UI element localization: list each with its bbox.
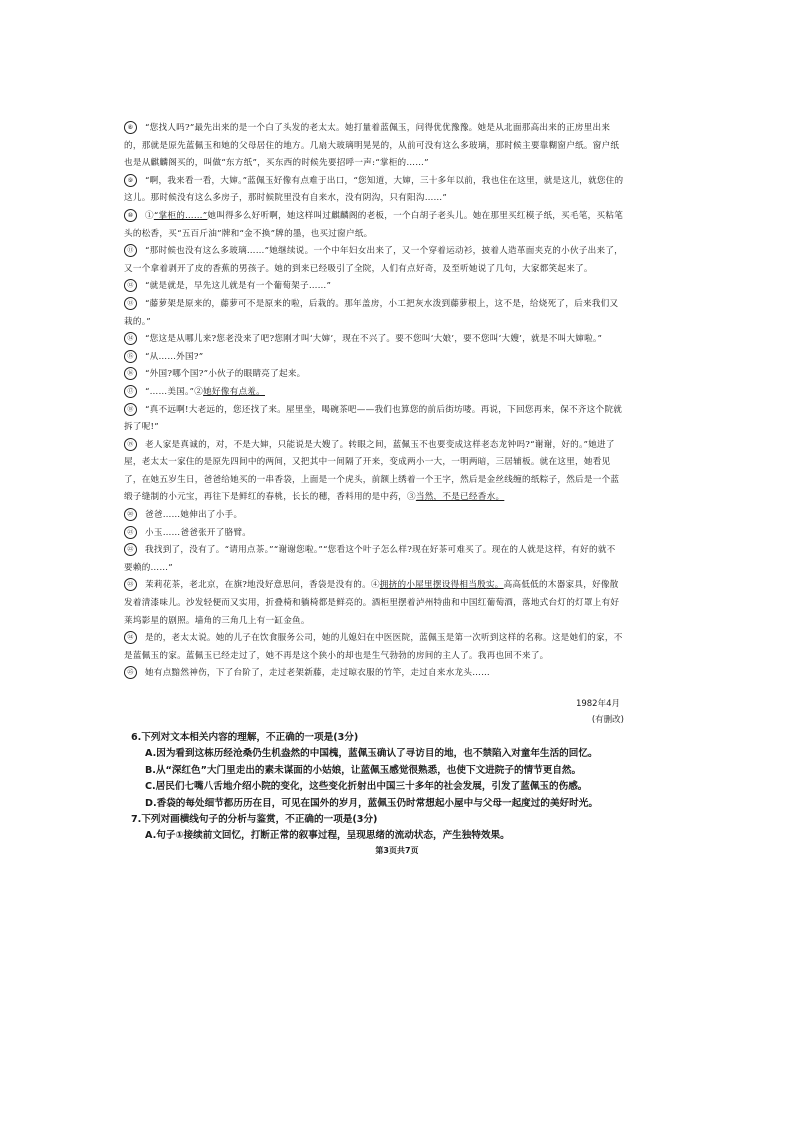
paragraph-number: ⑳: [124, 508, 137, 521]
paragraph-text: “藤萝架是原来的，藤萝可不是原来的啦，后栽的。那年盖房，小工把灰水泼到藤萝根上，这不是，给烧死了，后来我们又栽的。”: [124, 298, 619, 327]
passage-paragraph: [124, 402, 624, 437]
paragraph-text: 小玉……爸爸张开了胳臂。: [145, 527, 252, 538]
passage-paragraph: [124, 665, 624, 683]
paragraph-number: ㉑: [124, 526, 137, 539]
paragraph-text: “那时候也没有这么多玻璃……”她继续说。一个中年妇女出来了，又一个穿着运动衫，披着人造革面夹克的小伙子出来了，又一个拿着剥开了皮的香蕉的男孩子。她的到来已经吸引了全院，人们有点好奇，及至听她说了几句，大家都笑起来了。: [124, 246, 624, 274]
paragraph-number: ㉔: [124, 631, 137, 644]
passage-paragraph: [124, 542, 624, 577]
passage-paragraph: [124, 331, 624, 349]
paragraph-number: ⑯: [124, 367, 137, 380]
questions-section: [131, 730, 651, 845]
paragraph-text: 爸爸……她伸出了小手。: [145, 510, 243, 521]
paragraph-number: ⑬: [124, 297, 137, 310]
passage-paragraph: [124, 577, 624, 630]
passage-note: (有删改): [591, 715, 624, 725]
paragraph-number: ⑲: [124, 438, 137, 451]
paragraph-text: “外国?哪个国?”小伙子的眼睛亮了起来。: [145, 369, 306, 380]
paragraph-number: ⑮: [124, 350, 137, 363]
question-7-title: 7.下列对画横线句子的分析与鉴赏，不正确的一项是(3分): [131, 814, 378, 826]
paragraph-number: ㉓: [124, 578, 137, 591]
paragraph-text: 她叫得多么好听啊，她这样叫过麒麟阁的老板，一个白胡子老头儿。她在那里买红模子纸，买毛笔，买粘笔头的松香，买“五百斤油”牌和“金不换”牌的墨，也买过窗户纸。: [124, 210, 624, 239]
paragraph-text: 她有点黯然神伤，下了台阶了，走过老架新藤，走过晾衣服的竹竿，走过自来水龙头……: [145, 668, 490, 679]
passage-date: 1982年4月: [575, 699, 620, 709]
paragraph-text: “您找人吗?”最先出来的是一个白了头发的老太太。她打量着蓝佩玉，问得优优豫豫。她是从北面那高出来的正房里出来的，那就是原先蓝佩玉和她的父母居住的地方。几扇大玻璃明晃晃的，从前可没有这么多玻璃，那时候主要靠糊窗户纸。窗户纸也是从麒麟阁买的，叫做“东方纸”，买东西的时候先要招呼一声:“掌柜的……”: [124, 123, 620, 169]
passage-paragraph: [124, 384, 624, 402]
paragraph-number: ⑱: [124, 403, 137, 416]
paragraph-number: ⑫: [124, 279, 137, 292]
passage-paragraph: [124, 208, 624, 243]
passage-paragraph: [124, 296, 624, 331]
passage-paragraph: [124, 349, 624, 367]
paragraph-text: 高高低低的木器家具，好像散发着清漆味儿。沙发轻便而又实用，折叠椅和躺椅都是鲜亮的。酒柜里摆着泸州特曲和中国红葡萄酒，落地式台灯的灯罩上有好莱坞影星的剧照。墙角的三角几上有一缸金鱼。: [124, 580, 620, 626]
paragraph-number: ⑭: [124, 332, 137, 345]
reading-passage: [124, 120, 624, 683]
passage-paragraph: [124, 278, 624, 296]
question-6-option-d: D.香袋的每处细节都历历在目，可见在国外的岁月，蓝佩玉仍时常想起小屋中与父母一起度过的美好时光。: [145, 797, 598, 809]
paragraph-number: ㉒: [124, 543, 137, 556]
paragraph-text: “……美国。”: [145, 386, 195, 397]
paragraph-number: ⑨: [124, 174, 137, 187]
paragraph-number: ⑧: [124, 121, 137, 134]
paragraph-number: ⑩: [124, 209, 137, 222]
sentence-marker: ①: [145, 210, 154, 221]
paragraph-text: “从……外国?”: [145, 351, 204, 362]
passage-paragraph: [124, 243, 624, 278]
sentence-marker: ②: [194, 386, 204, 397]
passage-paragraph: [124, 525, 624, 543]
question-6-option-a: A.因为看到这栋历经沧桑仍生机盎然的中国槐，蓝佩玉确认了寻访目的地，也不禁陷入对童年生活的回忆。: [145, 748, 598, 760]
paragraph-text: “就是就是，早先这儿就是有一个葡萄架子……”: [145, 281, 332, 292]
paragraph-text: “真不远啊!大老远的，您还找了来。屋里坐，喝碗茶吧——我们也算您的前后街坊喽。再说，下回您再来，保不齐这个院就拆了呢!”: [124, 404, 623, 433]
paragraph-number: ⑪: [124, 244, 137, 257]
underlined-sentence: 拥挤的小屋里摆设得相当殷实。: [379, 580, 504, 591]
underlined-sentence: “掌柜的……”: [153, 210, 208, 221]
passage-paragraph: [124, 173, 624, 208]
passage-paragraph: [124, 507, 624, 525]
paragraph-number: ㉕: [124, 666, 137, 679]
passage-paragraph: [124, 437, 624, 507]
question-6-title: 6.下列对文本相关内容的理解，不正确的一项是(3分): [131, 732, 359, 743]
passage-paragraph: [124, 366, 624, 384]
question-7-option-a: A.句子①接续前文回忆，打断正常的叙事过程，呈现思绪的流动状态，产生独特效果。: [145, 830, 510, 842]
paragraph-text: 老人家是真诚的，对，不是大婶，只能说是大嫂了。转眼之间，蓝佩玉不也要变成这样老态龙钟吗?“谢谢，好的。”她进了屋，老太太一家住的是原先四间中的两间，又把其中一间隔了开来，变成两小一大，一明两暗，三居辅板。就在这里，她看见了，在她五岁生日，爸爸给她买的一串香袋，上面是一个虎头，前额上绣着一个王字，然后是金丝线缠的纸粽子，然后是一个蓝缎子缝制的小元宝，再往下是鲜红的春桃，长长的穗，香料用的是中药，③: [124, 439, 620, 503]
paragraph-text: “您这是从哪儿来?您老没来了吧?您刚才叫‘大婶’，现在不兴了。要不您叫‘大娘’，要不您叫‘大嫂’，就是不叫大婶啦。”: [145, 334, 603, 345]
page-footer: 第3页共7页: [375, 846, 419, 855]
passage-paragraph: [124, 120, 624, 173]
underlined-sentence: 当然，不是已经香水。: [415, 492, 505, 503]
paragraph-number: ⑰: [124, 385, 137, 398]
paragraph-text: 我找到了，没有了。“请用点茶。”“谢谢您啦。”“您看这个叶子怎么样?现在好茶可难买了。现在的人就是这样，有好的就不要赖的……”: [124, 545, 616, 573]
paragraph-text: “啊，我来看一看，大婶。”蓝佩玉好像有点难于出口，“您知道，大婶，三十多年以前，我也住在这里，就是这儿，就您住的这儿。那时候没有这么多房子，那时候院里没有自来水，没有阴沟，只有阳沟……”: [124, 175, 624, 204]
paragraph-text: 茉莉花茶，老北京，在旗?地没好意思问，香袋是没有的。④: [145, 580, 380, 591]
underlined-sentence: 她好像有点羞。: [203, 386, 265, 397]
passage-paragraph: [124, 630, 624, 665]
question-6-option-c: C.居民们七嘴八舌地介绍小院的变化，这些变化折射出中国三十多年的社会发展，引发了蓝佩玉的伤感。: [145, 781, 588, 793]
question-6-option-b: B.从“深红色”大门里走出的素未谋面的小姑娘，让蓝佩玉感觉很熟悉，也使下文进院子的情节更自然。: [145, 764, 582, 776]
paragraph-text: 是的，老太太说。她的儿子在饮食服务公司，她的儿媳妇在中医医院，蓝佩玉是第一次听到这样的名称。这是她们的家，不是蓝佩玉的家。蓝佩玉已经走过了，她不再是这个狭小的却也是生气勃勃的房间的主人了。我再也回不来了。: [124, 633, 623, 661]
